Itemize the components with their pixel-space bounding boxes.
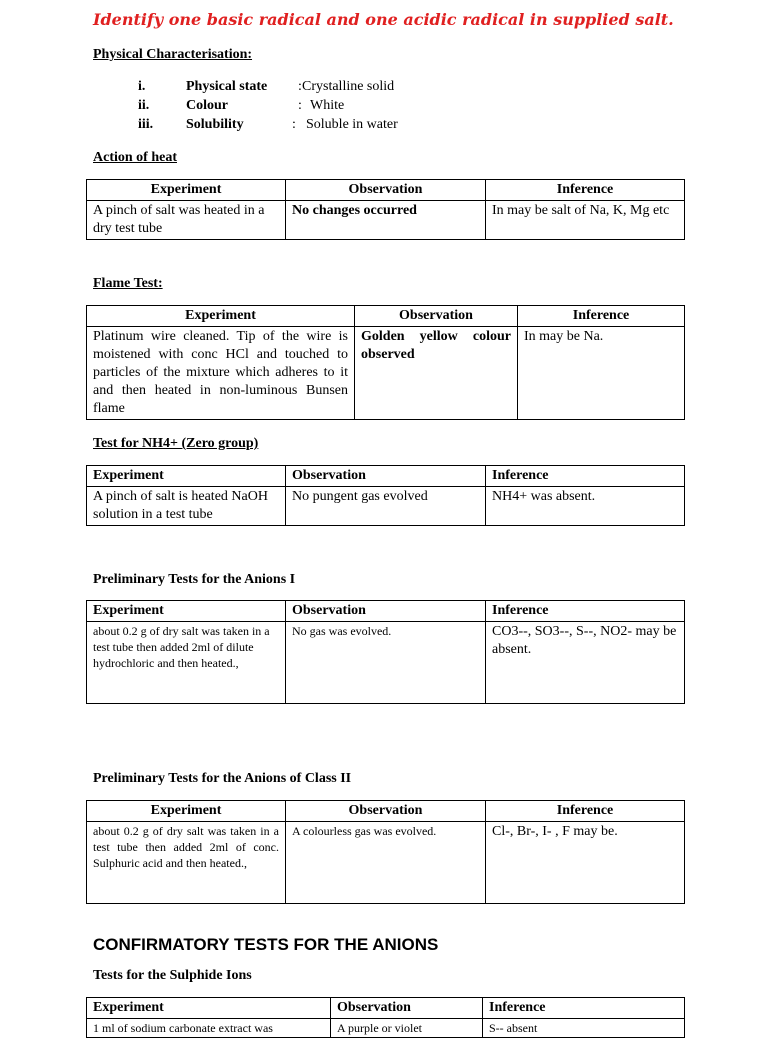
nh4-table xyxy=(86,465,685,526)
anions2-heading: Preliminary Tests for the Anions of Class II xyxy=(93,771,352,786)
property-row xyxy=(138,96,398,115)
property-value: Soluble in water xyxy=(306,116,398,132)
header-observation: Observation xyxy=(286,180,486,201)
header-inference: Inference xyxy=(486,466,685,487)
header-inference: Inference xyxy=(486,601,685,622)
cell-inference: NH4+ was absent. xyxy=(486,487,685,526)
property-number: iii. xyxy=(138,116,154,132)
property-sep: : xyxy=(298,97,302,113)
property-key: Physical state xyxy=(186,78,268,94)
flame-heading: Flame Test: xyxy=(93,276,163,291)
cell-observation: No pungent gas evolved xyxy=(286,487,486,526)
table-row xyxy=(87,1019,685,1038)
header-experiment: Experiment xyxy=(87,998,331,1019)
table-header-row xyxy=(87,801,685,822)
header-observation: Observation xyxy=(331,998,483,1019)
table-row xyxy=(87,622,685,704)
heat-table xyxy=(86,179,685,240)
property-number: ii. xyxy=(138,97,150,113)
table-header-row xyxy=(87,601,685,622)
header-observation: Observation xyxy=(286,801,486,822)
cell-inference: In may be Na. xyxy=(518,327,685,420)
table-row xyxy=(87,822,685,904)
header-experiment: Experiment xyxy=(87,601,286,622)
table-row xyxy=(87,487,685,526)
anions1-heading: Preliminary Tests for the Anions I xyxy=(93,572,296,587)
table-row xyxy=(87,201,685,240)
cell-observation: A purple or violet xyxy=(331,1019,483,1038)
anions1-table xyxy=(86,600,685,704)
header-inference: Inference xyxy=(518,306,685,327)
cell-experiment: about 0.2 g of dry salt was taken in a test tube then added 2ml of conc. Sulphuric acid and then heated., xyxy=(87,822,286,904)
header-inference: Inference xyxy=(486,180,685,201)
table-header-row xyxy=(87,998,685,1019)
header-experiment: Experiment xyxy=(87,306,355,327)
header-experiment: Experiment xyxy=(87,801,286,822)
flame-table xyxy=(86,305,685,420)
property-key: Colour xyxy=(186,97,228,113)
cell-experiment: A pinch of salt was heated in a dry test tube xyxy=(87,201,286,240)
nh4-heading: Test for NH4+ (Zero group) xyxy=(93,436,259,451)
physical-properties-list xyxy=(138,77,398,134)
sulphide-heading: Tests for the Sulphide Ions xyxy=(93,968,252,983)
table-header-row xyxy=(87,180,685,201)
table-header-row xyxy=(87,306,685,327)
page-title: Identify one basic radical and one acidic radical in supplied salt. xyxy=(93,10,674,29)
header-experiment: Experiment xyxy=(87,180,286,201)
anions2-table xyxy=(86,800,685,904)
cell-experiment: A pinch of salt is heated NaOH solution in a test tube xyxy=(87,487,286,526)
cell-observation: A colourless gas was evolved. xyxy=(286,822,486,904)
table-header-row xyxy=(87,466,685,487)
header-inference: Inference xyxy=(486,801,685,822)
header-observation: Observation xyxy=(355,306,518,327)
property-key: Solubility xyxy=(186,116,244,132)
table-row xyxy=(87,327,685,420)
property-row xyxy=(138,115,398,134)
header-experiment: Experiment xyxy=(87,466,286,487)
cell-observation: No gas was evolved. xyxy=(286,622,486,704)
header-inference: Inference xyxy=(483,998,685,1019)
physical-heading: Physical Characterisation: xyxy=(93,47,253,62)
cell-inference: In may be salt of Na, K, Mg etc xyxy=(486,201,685,240)
cell-experiment: about 0.2 g of dry salt was taken in a test tube then added 2ml of dilute hydrochloric and then heated., xyxy=(87,622,286,704)
property-value: White xyxy=(310,97,345,113)
confirmatory-heading: CONFIRMATORY TESTS FOR THE ANIONS xyxy=(93,935,439,954)
header-observation: Observation xyxy=(286,466,486,487)
cell-experiment: 1 ml of sodium carbonate extract was xyxy=(87,1019,331,1038)
cell-inference: CO3--, SO3--, S--, NO2- may be absent. xyxy=(486,622,685,704)
heat-heading: Action of heat xyxy=(93,150,177,165)
cell-observation: Golden yellow colour observed xyxy=(355,327,518,420)
property-value: Crystalline solid xyxy=(302,78,395,94)
property-sep: : xyxy=(292,116,296,132)
sulphide-table xyxy=(86,997,685,1038)
cell-inference: S-- absent xyxy=(483,1019,685,1038)
cell-observation: No changes occurred xyxy=(286,201,486,240)
header-observation: Observation xyxy=(286,601,486,622)
cell-experiment: Platinum wire cleaned. Tip of the wire is moistened with conc HCl and touched to particles of the mixture which adheres to it and then heated in non-luminous Bunsen flame xyxy=(87,327,355,420)
cell-inference: Cl-, Br-, I- , F may be. xyxy=(486,822,685,904)
property-row xyxy=(138,77,398,96)
property-number: i. xyxy=(138,78,146,94)
property-sep: : xyxy=(298,78,302,94)
